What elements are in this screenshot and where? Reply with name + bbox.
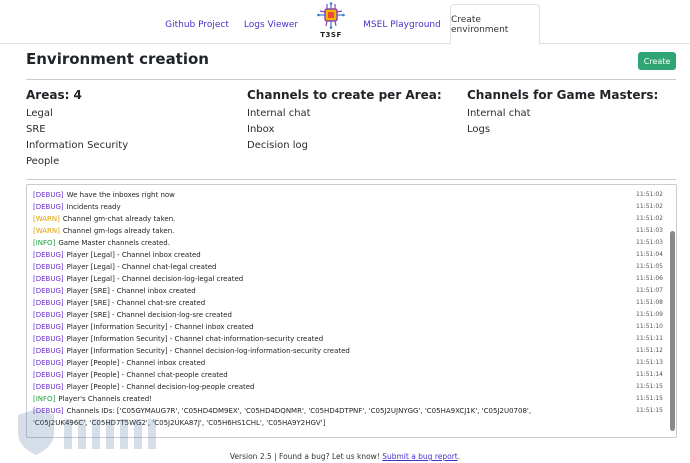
log-message: Player [People] - Channel chat-people created (66, 371, 228, 379)
watermark-shield-icon (8, 407, 208, 457)
tab-create-environment[interactable]: Create environment (450, 4, 540, 45)
gm-channel-item: Internal chat (467, 108, 531, 119)
log-timestamp: 11:51:02 (636, 215, 663, 222)
log-timestamp: 11:51:11 (636, 335, 663, 342)
scrollbar-thumb[interactable] (670, 231, 675, 431)
log-level-badge: [DEBUG] (33, 383, 64, 391)
log-message: Player's Channels created! (58, 395, 152, 403)
log-row (33, 189, 663, 201)
log-continuation: 'C05J2UK496C', 'C05HD7T5WG2', 'C05J2UKA87J', 'C05H6HS1CHL', 'C05HA9Y2HGV'] (33, 419, 326, 427)
log-timestamp: 11:51:04 (636, 251, 663, 258)
gm-channel-item: Logs (467, 124, 491, 135)
footer-suffix: . (457, 452, 461, 461)
log-message: Player [SRE] - Channel decision-log-sre created (66, 311, 232, 319)
channels-per-area-column (247, 88, 442, 154)
log-row (33, 297, 663, 309)
log-message: Player [Legal] - Channel inbox created (66, 251, 201, 259)
t3sf-logo[interactable] (314, 2, 348, 42)
log-row (33, 285, 663, 297)
log-level-badge: [INFO] (33, 395, 56, 403)
log-row (33, 393, 663, 405)
log-row (33, 357, 663, 369)
log-message: Player [SRE] - Channel chat-sre created (66, 299, 206, 307)
log-list (33, 189, 663, 429)
channel-item: Internal chat (247, 108, 311, 119)
log-timestamp: 11:51:08 (636, 299, 663, 306)
divider (26, 79, 676, 80)
log-row (33, 213, 663, 225)
log-message: Channel gm-logs already taken. (62, 227, 175, 235)
log-message: We have the inboxes right now (66, 191, 175, 199)
log-timestamp: 11:51:15 (636, 383, 663, 390)
log-row (33, 333, 663, 345)
log-row (33, 225, 663, 237)
log-message: Player [Legal] - Channel chat-legal created (66, 263, 217, 271)
log-timestamp: 11:51:12 (636, 347, 663, 354)
log-level-badge: [DEBUG] (33, 203, 64, 211)
log-level-badge: [DEBUG] (33, 323, 64, 331)
log-timestamp: 11:51:09 (636, 311, 663, 318)
log-level-badge: [DEBUG] (33, 347, 64, 355)
log-message: Incidents ready (66, 203, 121, 211)
area-item: SRE (26, 124, 46, 135)
log-row (33, 261, 663, 273)
area-item: Information Security (26, 140, 129, 151)
log-row (33, 273, 663, 285)
log-row (33, 249, 663, 261)
log-level-badge: [DEBUG] (33, 359, 64, 367)
log-timestamp: 11:51:15 (636, 395, 663, 402)
log-level-badge: [WARN] (33, 215, 60, 223)
channel-item: Decision log (247, 140, 308, 151)
log-message: Player [People] - Channel inbox created (66, 359, 206, 367)
log-level-badge: [INFO] (33, 239, 56, 247)
log-level-badge: [DEBUG] (33, 263, 64, 271)
area-item: Legal (26, 108, 53, 119)
log-timestamp: 11:51:02 (636, 203, 663, 210)
log-timestamp: 11:51:05 (636, 263, 663, 270)
log-level-badge: [DEBUG] (33, 299, 64, 307)
log-message: Game Master channels created. (58, 239, 170, 247)
log-timestamp: 11:51:10 (636, 323, 663, 330)
log-level-badge: [DEBUG] (33, 251, 64, 259)
create-button[interactable]: Create (638, 52, 676, 70)
log-row (33, 345, 663, 357)
log-message: Player [People] - Channel decision-log-people created (66, 383, 255, 391)
area-item: People (26, 156, 60, 167)
log-row (33, 237, 663, 249)
log-message: Player [Information Security] - Channel decision-log-information-security created (66, 347, 350, 355)
channel-item: Inbox (247, 124, 275, 135)
log-scrollbar[interactable] (670, 187, 675, 435)
tab-logs-viewer[interactable]: Logs Viewer (243, 20, 299, 30)
log-level-badge: [DEBUG] (33, 287, 64, 295)
log-row (33, 369, 663, 381)
page-title: Environment creation (26, 50, 209, 68)
log-level-badge: [DEBUG] (33, 335, 64, 343)
game-master-channels-heading: Channels for Game Masters: (467, 88, 659, 102)
log-row (33, 321, 663, 333)
log-timestamp: 11:51:14 (636, 371, 663, 378)
log-row (33, 309, 663, 321)
tab-github-project[interactable]: Github Project (165, 20, 229, 30)
game-master-channels-column (467, 88, 658, 138)
log-message: Channel gm-chat already taken. (62, 215, 176, 223)
log-level-badge: [DEBUG] (33, 407, 64, 415)
log-message: Player [Information Security] - Channel inbox created (66, 323, 254, 331)
log-timestamp: 11:51:07 (636, 287, 663, 294)
log-level-badge: [DEBUG] (33, 191, 64, 199)
log-message: Channels IDs: ['C05GYMAUG7R', 'C05HD4DM9EX', 'C05HD4DQNMR', 'C05HD4DTPNF', 'C05J2UJNYGG', 'C05HA9XCJ1K', 'C05J2U0708', (66, 407, 532, 415)
log-message: Player [SRE] - Channel inbox created (66, 287, 196, 295)
log-message: Player [Information Security] - Channel chat-information-security created (66, 335, 324, 343)
logo-text: T3SF (320, 31, 342, 39)
log-level-badge: [WARN] (33, 227, 60, 235)
bug-report-link[interactable]: Submit a bug report (382, 452, 458, 461)
log-message: Player [Legal] - Channel decision-log-legal created (66, 275, 244, 283)
log-timestamp: 11:51:03 (636, 239, 663, 246)
log-timestamp: 11:51:03 (636, 227, 663, 234)
footer-text: Version 2.5 | Found a bug? Let us know! (229, 452, 383, 461)
log-timestamp: 11:51:13 (636, 359, 663, 366)
footer (0, 452, 690, 461)
log-level-badge: [DEBUG] (33, 275, 64, 283)
divider (26, 179, 676, 180)
log-level-badge: [DEBUG] (33, 311, 64, 319)
channels-per-area-heading: Channels to create per Area: (247, 88, 442, 102)
log-timestamp: 11:51:15 (636, 407, 663, 414)
areas-heading: Areas: 4 (26, 88, 82, 102)
areas-column (26, 88, 128, 170)
tab-msel-playground[interactable]: MSEL Playground (363, 20, 441, 30)
log-row (33, 201, 663, 213)
top-navigation (0, 0, 690, 44)
log-row (33, 381, 663, 393)
log-panel[interactable] (26, 184, 677, 438)
circuit-logo-icon (314, 2, 348, 32)
log-timestamp: 11:51:06 (636, 275, 663, 282)
log-timestamp: 11:51:02 (636, 191, 663, 198)
log-level-badge: [DEBUG] (33, 371, 64, 379)
